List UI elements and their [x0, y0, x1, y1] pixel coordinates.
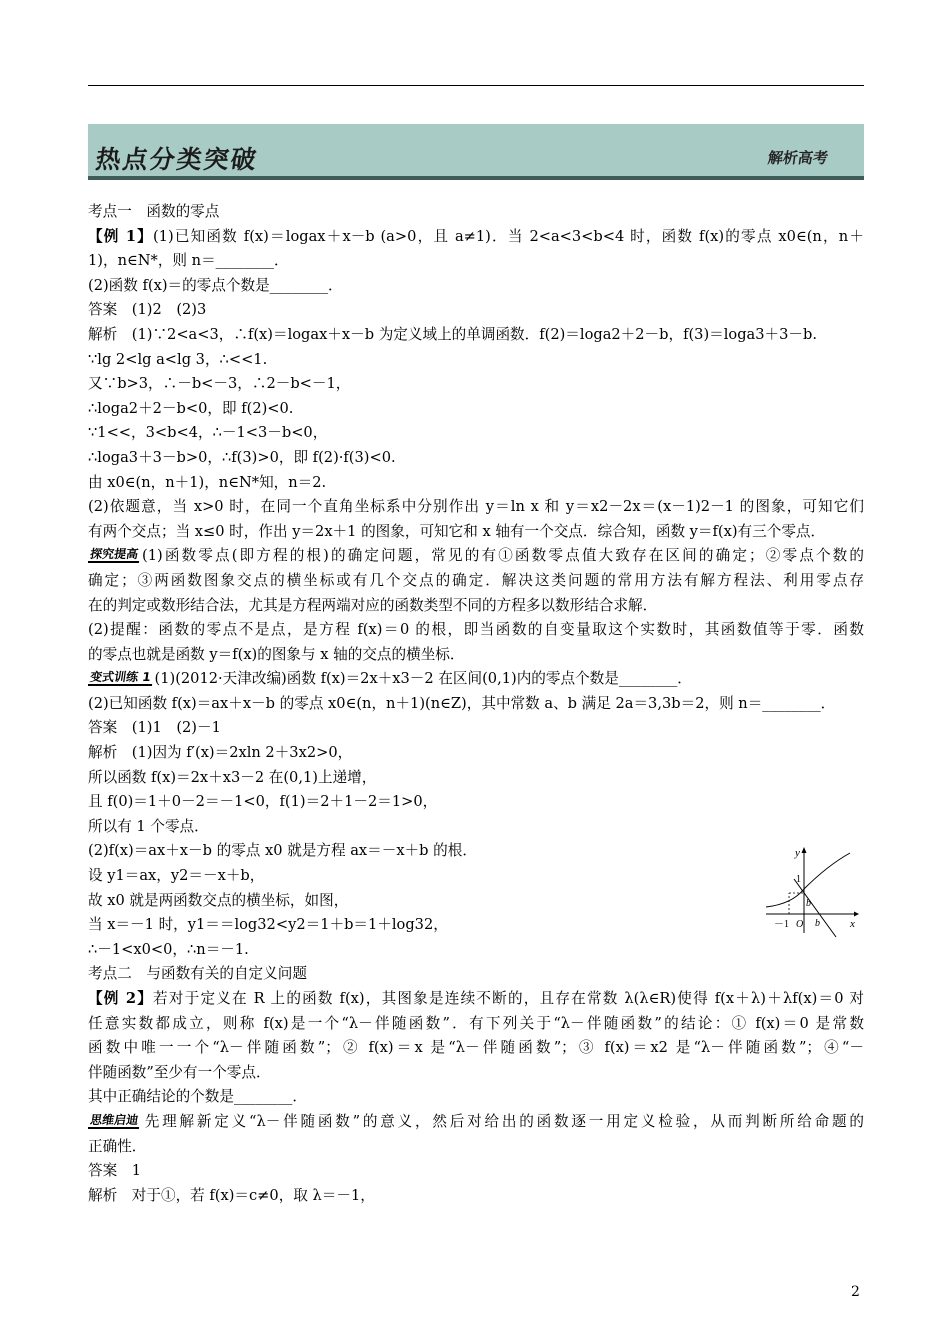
x-axis-label: x	[850, 918, 855, 930]
text-line: ∵1<<，3<b<4，∴－1<3－b<0，	[88, 424, 328, 442]
label-one: 1	[796, 874, 801, 885]
text-line: 任意实数都成立，则称 f(x)是一个“λ－伴随函数”．有下列关于“λ－伴随函数”的结论：① f(x)＝0 是常数	[88, 1014, 864, 1032]
section-heading: 考点二 与函数有关的自定义问题	[88, 965, 307, 983]
text-line: 伴随函数”至少有一个零点．	[88, 1063, 271, 1081]
text-line: 当 x＝－1 时，y1＝＝log32<y2＝1＋b＝1＋log32，	[88, 916, 448, 934]
text-line: 由 x0∈(n，n＋1)，n∈N*知，n＝2.	[88, 473, 327, 491]
example-label: 【例 1】	[88, 227, 153, 245]
y-axis-arrow	[802, 847, 807, 853]
bianshi-label: 变式训练 1	[88, 670, 154, 686]
text-line: ∴loga3＋3－b>0，∴f(3)>0，即 f(2)·f(3)<0.	[88, 448, 396, 466]
text-line: 又∵b>3，∴－b<－3，∴2－b<－1，	[88, 375, 351, 393]
text-line: (2)依题意，当 x>0 时，在同一个直角坐标系中分别作出 y＝ln x 和 y＝x2－2x＝(x－1)2－1 的图象，可知它们	[88, 498, 864, 516]
text-line: 设 y1＝ax，y2＝－x＋b，	[88, 867, 265, 885]
text-line: 【例 1】(1)已知函数 f(x)＝logax＋x－b (a>0，且 a≠1)．当 2<a<3<b<4 时，函数 f(x)的零点 x0∈(n，n＋	[88, 227, 864, 245]
section-banner	[88, 124, 864, 180]
text-line: 解析 (1)∵2<a<3，∴f(x)＝logax＋x－b 为定义域上的单调函数．f(2)＝loga2＋2－b，f(3)＝loga3＋3－b.	[88, 325, 817, 343]
text-line: ∴－1<x0<0，∴n＝－1.	[88, 940, 249, 958]
label-neg-one: －1	[774, 919, 789, 930]
tanjiu-label: 探究提高	[88, 547, 141, 563]
text-line: (2)f(x)＝ax＋x－b 的零点 x0 就是方程 ax＝－x＋b 的根．	[88, 842, 477, 860]
banner-subtitle: 解析高考	[766, 149, 830, 167]
text-line: 的零点也就是函数 y＝f(x)的图象与 x 轴的交点的横坐标．	[88, 645, 465, 663]
function-graph	[762, 843, 862, 938]
text-line: 所以函数 f(x)＝2x＋x3－2 在(0,1)上递增，	[88, 768, 377, 786]
text-line: 解析 (1)因为 f′(x)＝2xln 2＋3x2>0，	[88, 744, 353, 762]
text-line: (2)提醒：函数的零点不是点，是方程 f(x)＝0 的根，即当函数的自变量取这个实数时，其函数值等于零．函数	[88, 621, 864, 639]
text-line: 正确性．	[88, 1137, 147, 1155]
text-line: 思维启迪 先理解新定义“λ－伴随函数”的意义，然后对给出的函数逐一用定义检验，从而判断所给命题的	[88, 1110, 864, 1135]
header-rule	[88, 85, 864, 86]
text-line: (2)已知函数 f(x)＝ax＋x－b 的零点 x0∈(n，n＋1)(n∈Z)，其中常数 a、b 满足 2a＝3,3b＝2，则 n＝________．	[88, 694, 836, 712]
text-line: 解析 对于①，若 f(x)＝c≠0，取 λ＝－1，	[88, 1186, 375, 1204]
banner-underline	[88, 176, 864, 180]
text-line: 有两个交点；当 x≤0 时，作出 y＝2x＋1 的图象，可知它和 x 轴有一个交点．综合知，函数 y＝f(x)有三个零点．	[88, 522, 826, 540]
text-line: 故 x0 就是两函数交点的横坐标，如图，	[88, 891, 349, 909]
label-b-y: b	[806, 898, 811, 909]
text-line: 所以有 1 个零点．	[88, 817, 209, 835]
text-line: 且 f(0)＝1＋0－2＝－1<0，f(1)＝2＋1－2＝1>0，	[88, 793, 438, 811]
siwei-label: 思维启迪	[88, 1113, 141, 1129]
text-line: 变式训练 1 (1)(2012·天津改编)函数 f(x)＝2x＋x3－2 在区间(0,1)内的零点个数是________．	[88, 667, 864, 692]
text-line: 确定；③两函数图象交点的横坐标或有几个交点的确定．解决这类问题的常用方法有解方程法、利用零点存	[88, 571, 864, 589]
text-line: ∴loga2＋2－b<0，即 f(2)<0.	[88, 399, 294, 417]
answer-line: 答案 (1)1 (2)－1	[88, 719, 221, 737]
section-heading: 考点一 函数的零点	[88, 203, 220, 220]
label-b-x: b	[815, 918, 820, 929]
document-body	[88, 200, 864, 1208]
text-line: 1)，n∈N*，则 n＝________．	[88, 252, 289, 270]
text-line: 【例 2】若对于定义在 R 上的函数 f(x)，其图象是连续不断的，且存在常数 λ(λ∈R)使得 f(x＋λ)＋λf(x)＝0 对	[88, 990, 864, 1007]
text-line: ∵lg 2<lg a<lg 3，∴<<1.	[88, 350, 268, 368]
example-label: 【例 2】	[88, 990, 154, 1007]
banner-title: 热点分类突破	[93, 145, 260, 174]
answer-line: 答案 1	[88, 1162, 142, 1180]
text-line: 其中正确结论的个数是________．	[88, 1088, 307, 1106]
x-axis-arrow	[854, 912, 859, 917]
text-line: 探究提高 (1)函数零点(即方程的根)的确定问题，常见的有①函数零点值大致存在区间的确定；②零点个数的	[88, 544, 864, 569]
text-line: 在的判定或数形结合法，尤其是方程两端对应的函数类型不同的方程多以数形结合求解．	[88, 596, 658, 614]
page-number: 2	[851, 1284, 860, 1300]
answer-line: 答案 (1)2 (2)3	[88, 301, 207, 319]
text-line: 函数中唯一一个“λ－伴随函数”；② f(x)＝x 是“λ－伴随函数”；③ f(x)＝x2 是“λ－伴随函数”；④“－	[88, 1039, 864, 1057]
text-line: (2)函数 f(x)＝的零点个数是________．	[88, 276, 343, 294]
label-origin: O	[796, 919, 804, 930]
y-axis-label: y	[795, 847, 800, 859]
